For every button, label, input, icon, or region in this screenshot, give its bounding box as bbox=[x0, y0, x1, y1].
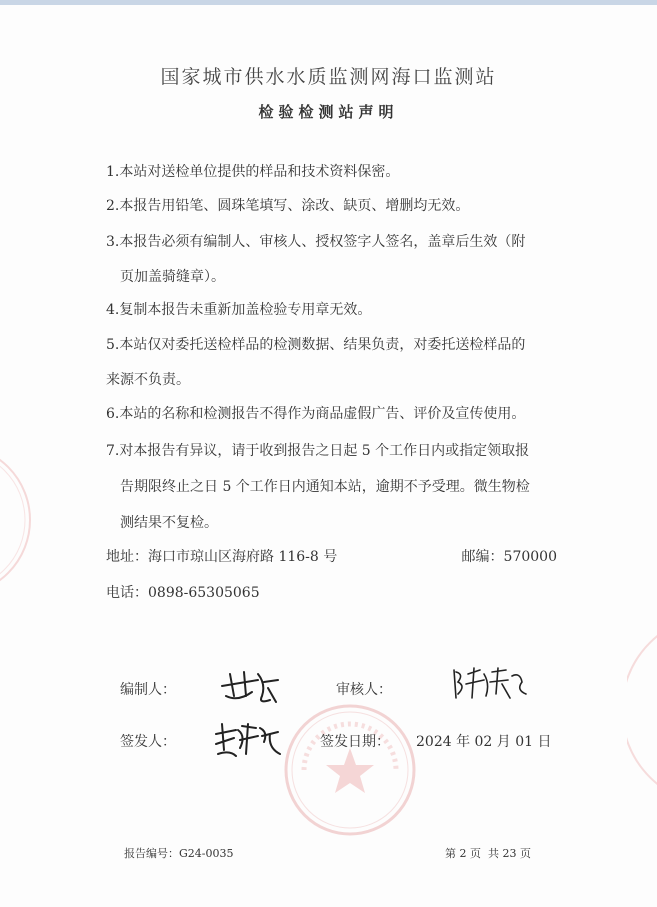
phone: 电话：0898-65305065 bbox=[106, 585, 260, 601]
clause-line: 5.本站仅对委托送检样品的检测数据、结果负责，对委托送检样品的 bbox=[106, 337, 526, 353]
official-seal bbox=[280, 700, 420, 840]
page-info: 第 2 页 共 23 页 bbox=[445, 847, 531, 860]
clause-line: 测结果不复检。 bbox=[120, 515, 218, 531]
window-top-edge bbox=[0, 0, 657, 5]
clause-line: 1.本站对送检单位提供的样品和技术资料保密。 bbox=[106, 164, 400, 180]
issue-date-label: 签发日期： bbox=[320, 734, 390, 750]
clause-3 bbox=[106, 225, 568, 295]
clause-line: 2.本报告用铅笔、圆珠笔填写、涂改、缺页、增删均无效。 bbox=[106, 198, 470, 214]
compiler-label: 编制人： bbox=[120, 682, 176, 698]
seal-partial-right bbox=[627, 600, 657, 820]
clause-2 bbox=[106, 189, 568, 223]
clause-line: 4.复制本报告未重新加盖检验专用章无效。 bbox=[106, 302, 372, 318]
issuer-label: 签发人： bbox=[120, 734, 176, 750]
clause-line: 页加盖骑缝章）。 bbox=[120, 269, 225, 285]
clause-line: 6.本站的名称和检测报告不得作为商品虚假广告、评价及宣传使用。 bbox=[106, 406, 526, 422]
clause-line: 告期限终止之日 5 个工作日内通知本站，逾期不予受理。微生物检 bbox=[120, 479, 530, 495]
clause-6 bbox=[106, 397, 568, 431]
clause-line: 7.对本报告有异议，请于收到报告之日起 5 个工作日内或指定领取报 bbox=[106, 443, 530, 459]
compiler-signature bbox=[218, 666, 282, 706]
reviewer-label: 审核人： bbox=[336, 682, 392, 698]
clause-line: 来源不负责。 bbox=[106, 372, 190, 388]
seal-partial-left bbox=[0, 440, 40, 600]
page-subtitle: 检验检测站声明 bbox=[258, 103, 399, 121]
reviewer-signature bbox=[450, 664, 532, 704]
clause-1 bbox=[106, 155, 568, 189]
clause-5 bbox=[106, 328, 568, 398]
address: 地址：海口市琼山区海府路 116-8 号 bbox=[106, 549, 338, 565]
postcode: 邮编：570000 bbox=[461, 549, 557, 565]
issuer-signature bbox=[212, 720, 286, 760]
page-title: 国家城市供水水质监测网海口监测站 bbox=[160, 66, 497, 88]
clause-4 bbox=[106, 293, 568, 327]
clause-7 bbox=[106, 433, 568, 541]
clause-line: 3.本报告必须有编制人、审核人、授权签字人签名，盖章后生效（附 bbox=[106, 234, 526, 250]
issue-date: 2024 年 02 月 01 日 bbox=[416, 734, 552, 750]
report-number: 报告编号：G24-0035 bbox=[124, 847, 234, 860]
